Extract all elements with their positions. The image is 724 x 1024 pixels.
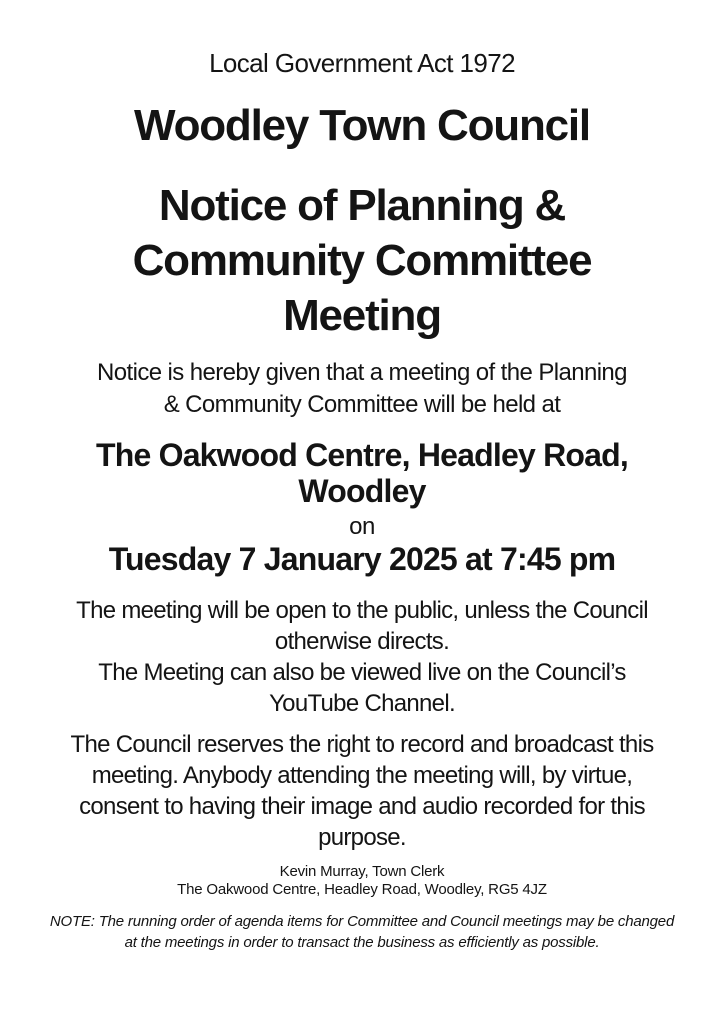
council-name-heading: Woodley Town Council: [134, 101, 590, 150]
clerk-address: The Oakwood Centre, Headley Road, Woodley, RG5 4JZ: [177, 881, 547, 898]
public-access-line: YouTube Channel.: [269, 690, 455, 717]
act-heading: Local Government Act 1972: [209, 48, 515, 78]
notice-title-line: Notice of Planning &: [158, 181, 566, 230]
venue-line: The Oakwood Centre, Headley Road,: [96, 437, 628, 473]
on-connector-text: on: [349, 513, 375, 540]
recording-notice-line: purpose.: [318, 824, 406, 851]
recording-notice-line: meeting. Anybody attending the meeting will, by virtue,: [91, 762, 633, 789]
public-access-paragraph: [0, 595, 724, 719]
intro-paragraph: [0, 357, 724, 421]
clerk-name: Kevin Murray, Town Clerk: [279, 863, 445, 880]
recording-notice-paragraph: [0, 729, 724, 853]
venue-heading: [0, 437, 724, 509]
footnote-line: at the meetings in order to transact the business as efficiently as possible.: [124, 934, 600, 951]
notice-title-line: Community Committee: [132, 236, 592, 285]
intro-line: Notice is hereby given that a meeting of the Planning: [97, 359, 627, 386]
notice-title-line: Meeting: [283, 291, 441, 340]
notice-title-heading: [0, 178, 724, 343]
public-access-line: otherwise directs.: [274, 628, 450, 655]
clerk-signature-block: [0, 863, 724, 899]
meeting-datetime-heading: Tuesday 7 January 2025 at 7:45 pm: [108, 541, 616, 577]
recording-notice-line: consent to having their image and audio recorded for this: [79, 793, 645, 820]
footnote: [0, 911, 724, 953]
intro-line: & Community Committee will be held at: [163, 391, 561, 418]
public-access-line: The Meeting can also be viewed live on the Council’s: [98, 659, 626, 686]
footnote-line: NOTE: The running order of agenda items for Committee and Council meetings may be changed: [49, 913, 675, 930]
recording-notice-line: The Council reserves the right to record and broadcast this: [70, 731, 654, 758]
venue-line: Woodley: [298, 473, 426, 509]
public-access-line: The meeting will be open to the public, unless the Council: [76, 597, 648, 624]
